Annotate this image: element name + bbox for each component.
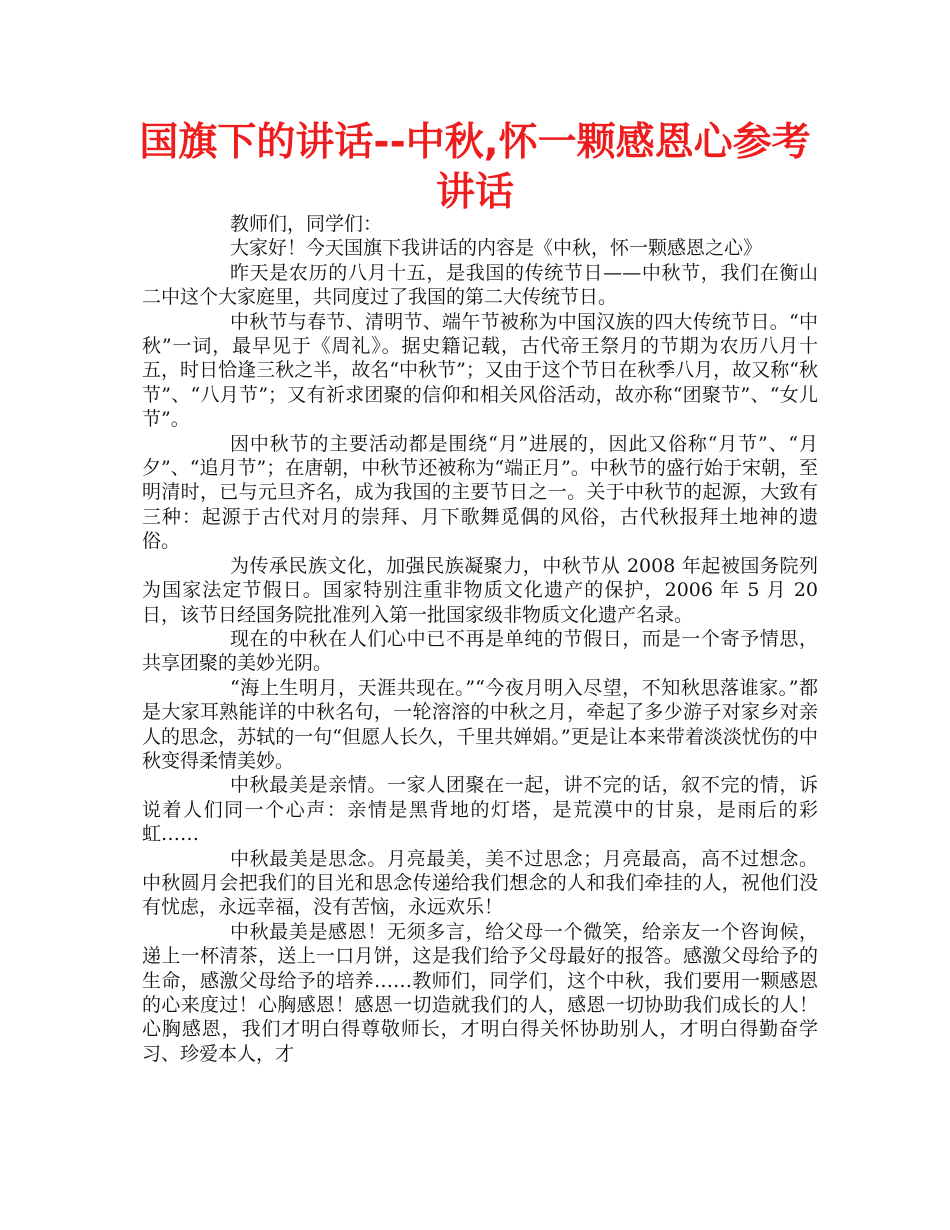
document-title: 国旗下的讲话--中秋,怀一颗感恩心参考讲话 xyxy=(139,120,811,215)
paragraph-gratitude: 中秋最美是感恩！无须多言，给父母一个微笑，给亲友一个咨询候，递上一杯清茶，送上一口月饼，这是我们给予父母最好的报答。感激父母给予的生命，感激父母给予的培养……教师们，同学们，这个中秋，我们要用一颗感恩的心来度过！心胸感恩！感恩一切造就我们的人，感恩一切协助我们成长的人！心胸感恩，我们才明白得尊敬师长，才明白得关怀协助别人，才明白得勤奋学习、珍爱本人，才 xyxy=(142,920,818,1065)
paragraph-poems: “海上生明月，天涯共现在。”“今夜月明入尽望，不知秋思落谁家。”都是大家耳熟能详的中秋名句，一轮溶溶的中秋之月，牵起了多少游子对家乡对亲人的思念，苏轼的一句“但愿人长久，千里共婵娟。”更是让本来带着淡淡忧伤的中秋变得柔情美妙。 xyxy=(142,676,818,772)
document-body xyxy=(142,212,818,1066)
paragraph-reunion: 现在的中秋在人们心中已不再是单纯的节假日，而是一个寄予情思，共享团聚的美妙光阴。 xyxy=(142,627,818,675)
paragraph-opening: 大家好！今天国旗下我讲话的内容是《中秋，怀一颗感恩之心》 xyxy=(230,237,763,260)
paragraph-moon-festival-names: 因中秋节的主要活动都是围绕“月”进展的，因此又俗称“月节”、“月夕”、“追月节”；在唐朝，中秋节还被称为“端正月”。中秋节的盛行始于宋朝，至明清时，已与元旦齐名，成为我国的主要节日之一。关于中秋节的起源，大致有三种：起源于古代对月的崇拜、月下歌舞觅偶的风俗，古代秋报拜土地神的遗俗。 xyxy=(142,432,818,553)
paragraph-yesterday: 昨天是农历的八月十五，是我国的传统节日——中秋节，我们在衡山二中这个大家庭里，共同度过了我国的第二大传统节日。 xyxy=(142,261,818,309)
paragraph-four-festivals: 中秋节与春节、清明节、端午节被称为中国汉族的四大传统节日。“中秋”一词，最早见于《周礼》。据史籍记载，古代帝王祭月的节期为农历八月十五，时日恰逢三秋之半，故名“中秋节”；又由于这个节日在秋季八月，故又称“秋节”、“八月节”；又有祈求团聚的信仰和相关风俗活动，故亦称“团聚节”、“女儿节”。 xyxy=(142,310,818,431)
paragraph-heritage: 为传承民族文化，加强民族凝聚力，中秋节从 2008 年起被国务院列为国家法定节假日。国家特别注重非物质文化遗产的保护，2006 年 5 月 20 日，该节日经国务院批准列入第一批国家级非物质文化遗产名录。 xyxy=(142,554,818,626)
paragraph-greeting: 教师们，同学们： xyxy=(230,213,383,235)
paragraph-longing: 中秋最美是思念。月亮最美，美不过思念；月亮最高，高不过想念。中秋圆月会把我们的目光和思念传递给我们想念的人和我们牵挂的人，祝他们没有忧虑，永远幸福，没有苦恼，永远欢乐！ xyxy=(142,847,818,919)
paragraph-family: 中秋最美是亲情。一家人团聚在一起，讲不完的话，叙不完的情，诉说着人们同一个心声：亲情是黑背地的灯塔，是荒漠中的甘泉，是雨后的彩虹…… xyxy=(142,774,818,846)
